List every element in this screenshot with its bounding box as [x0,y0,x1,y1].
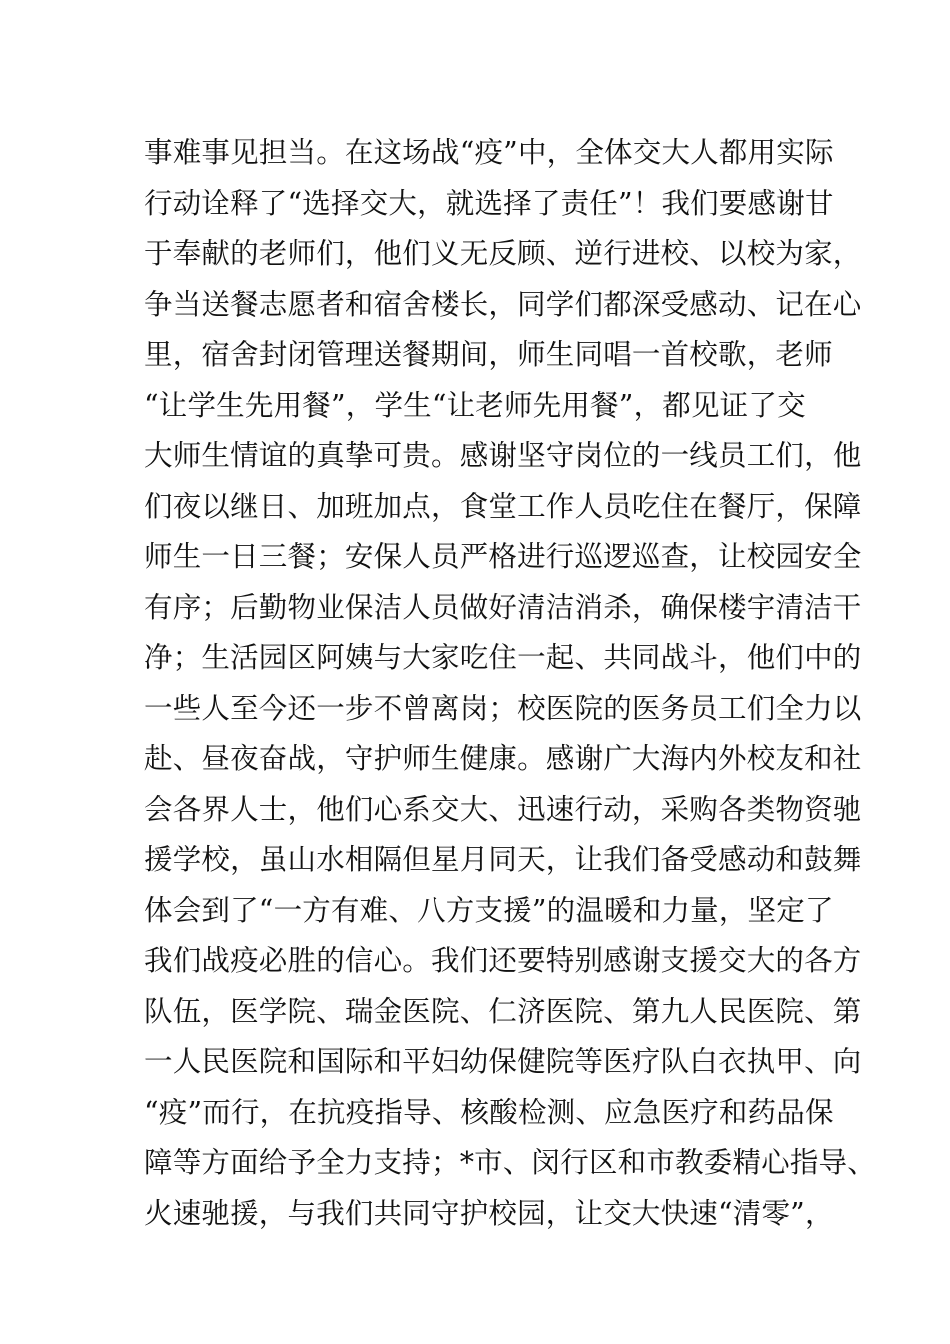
text-line: 里，宿舍封闭管理送餐期间，师生同唱一首校歌，老师 [144,338,833,371]
text-line: 净；生活园区阿姨与大家吃住一起、共同战斗，他们中的 [144,641,862,674]
text-line: 障等方面给予全力支持；*市、闵行区和市教委精心指导、 [144,1146,876,1179]
text-line: 大师生情谊的真挚可贵。感谢坚守岗位的一线员工们，他 [144,439,862,472]
text-line: 们夜以继日、加班加点，食堂工作人员吃住在餐厅，保障 [144,489,862,523]
text-line: 会各界人士，他们心系交大、迅速行动，采购各类物资驰 [144,792,862,826]
text-line: 事难事见担当。在这场战“疫”中，全体交大人都用实际 [144,136,834,169]
text-line: 行动诠释了“选择交大，就选择了责任”！我们要感谢甘 [144,186,834,220]
text-line: 师生一日三餐；安保人员严格进行巡逻巡查，让校园安全 [144,540,862,573]
text-line: 火速驰援，与我们共同守护校园，让交大快速“清零”， [144,1196,834,1230]
text-line: 我们战疫必胜的信心。我们还要特别感谢支援交大的各方 [144,944,862,977]
body-paragraph [144,128,876,1239]
text-line: 争当送餐志愿者和宿舍楼长，同学们都深受感动、记在心 [144,287,862,321]
text-line: 赴、昼夜奋战，守护师生健康。感谢广大海内外校友和社 [144,742,862,775]
text-line: “让学生先用餐”，学生“让老师先用餐”，都见证了交 [144,388,806,422]
text-line: 一些人至今还一步不曾离岗；校医院的医务员工们全力以 [144,691,862,725]
text-line: 一人民医院和国际和平妇幼保健院等医疗队白衣执甲、向 [144,1045,862,1078]
text-line: 队伍，医学院、瑞金医院、仁济医院、第九人民医院、第 [144,994,862,1028]
text-line: 有序；后勤物业保洁人员做好清洁消杀，确保楼宇清洁干 [144,590,862,624]
text-line: “疫”而行，在抗疫指导、核酸检测、应急医疗和药品保 [144,1095,834,1129]
text-line: 于奉献的老师们，他们义无反顾、逆行进校、以校为家， [144,237,862,270]
text-line: 援学校，虽山水相隔但星月同天，让我们备受感动和鼓舞 [144,843,862,876]
text-line: 体会到了“一方有难、八方支援”的温暖和力量，坚定了 [144,893,834,927]
